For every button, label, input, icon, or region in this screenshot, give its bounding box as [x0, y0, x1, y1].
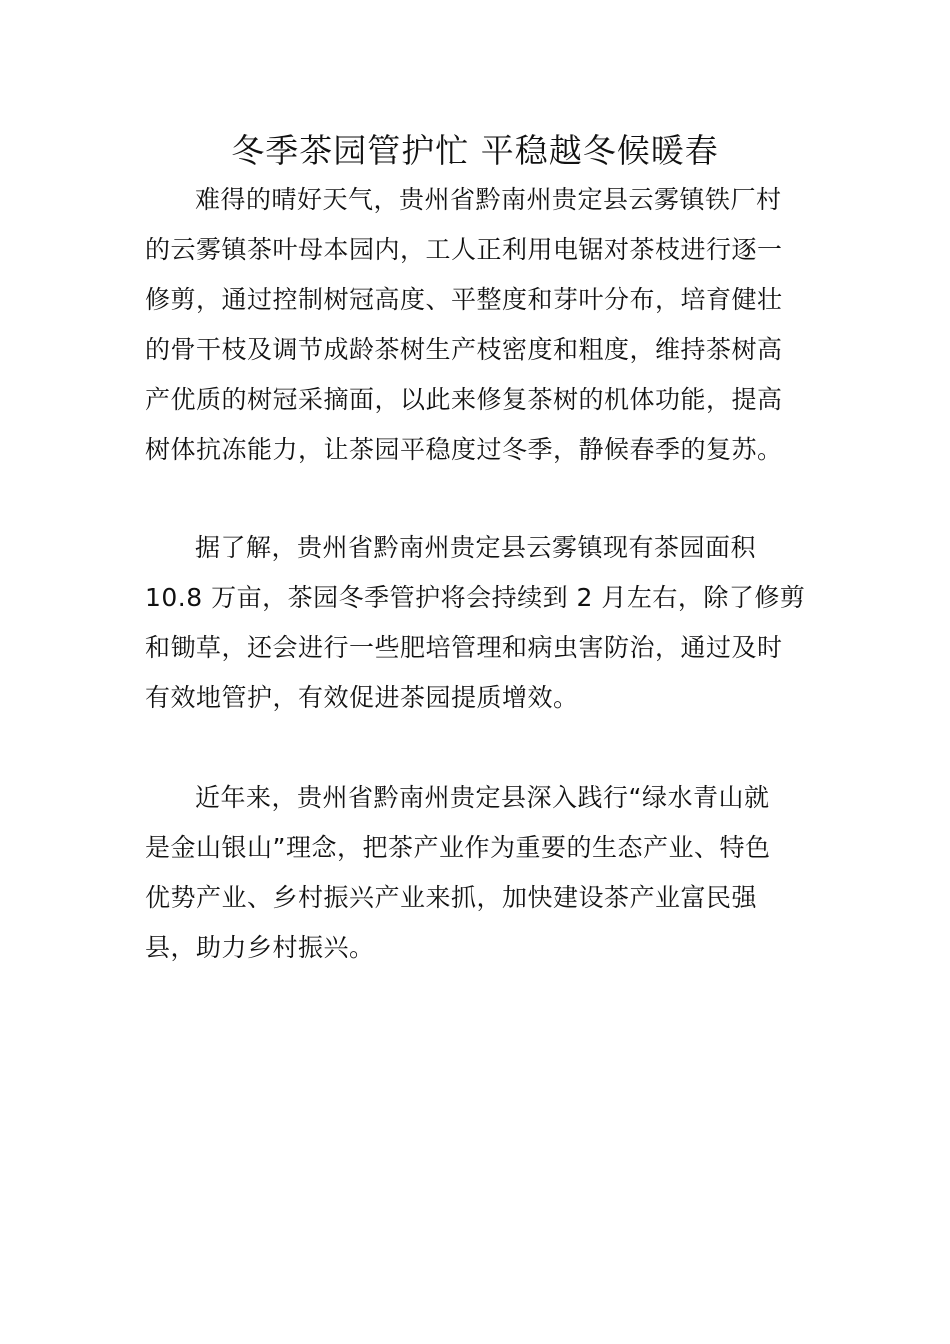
paragraph-line: 产优质的树冠采摘面，以此来修复茶树的机体功能，提高 — [145, 385, 783, 414]
paragraph-line: 县，助力乡村振兴。 — [145, 933, 375, 962]
paragraph-line: 的云雾镇茶叶母本园内，工人正利用电锯对茶枝进行逐一 — [145, 235, 783, 264]
paragraph-line: 近年来，贵州省黔南州贵定县深入践行“绿水青山就 — [195, 783, 770, 812]
paragraph-line: 和锄草，还会进行一些肥培管理和病虫害防治，通过及时 — [145, 633, 783, 662]
paragraph-line: 10.8 万亩，茶园冬季管护将会持续到 2 月左右，除了修剪 — [145, 583, 806, 612]
paragraph-line: 修剪，通过控制树冠高度、平整度和芽叶分布，培育健壮 — [145, 285, 783, 314]
paragraph-1 — [145, 175, 811, 475]
paragraph-line: 是金山银山”理念，把茶产业作为重要的生态产业、特色 — [145, 833, 771, 862]
paragraph-line: 树体抗冻能力，让茶园平稳度过冬季，静候春季的复苏。 — [145, 435, 783, 464]
paragraph-2 — [145, 523, 811, 723]
document-title: 冬季茶园管护忙 平稳越冬候暖春 — [231, 131, 719, 170]
paragraph-line: 有效地管护，有效促进茶园提质增效。 — [145, 683, 579, 712]
paragraph-line: 的骨干枝及调节成龄茶树生产枝密度和粗度，维持茶树高 — [145, 335, 783, 364]
paragraph-3 — [145, 773, 811, 973]
paragraph-line: 难得的晴好天气，贵州省黔南州贵定县云雾镇铁厂村 — [195, 185, 782, 214]
paragraph-line: 优势产业、乡村振兴产业来抓，加快建设茶产业富民强 — [145, 883, 758, 912]
paragraph-line: 据了解，贵州省黔南州贵定县云雾镇现有茶园面积 — [195, 533, 757, 562]
